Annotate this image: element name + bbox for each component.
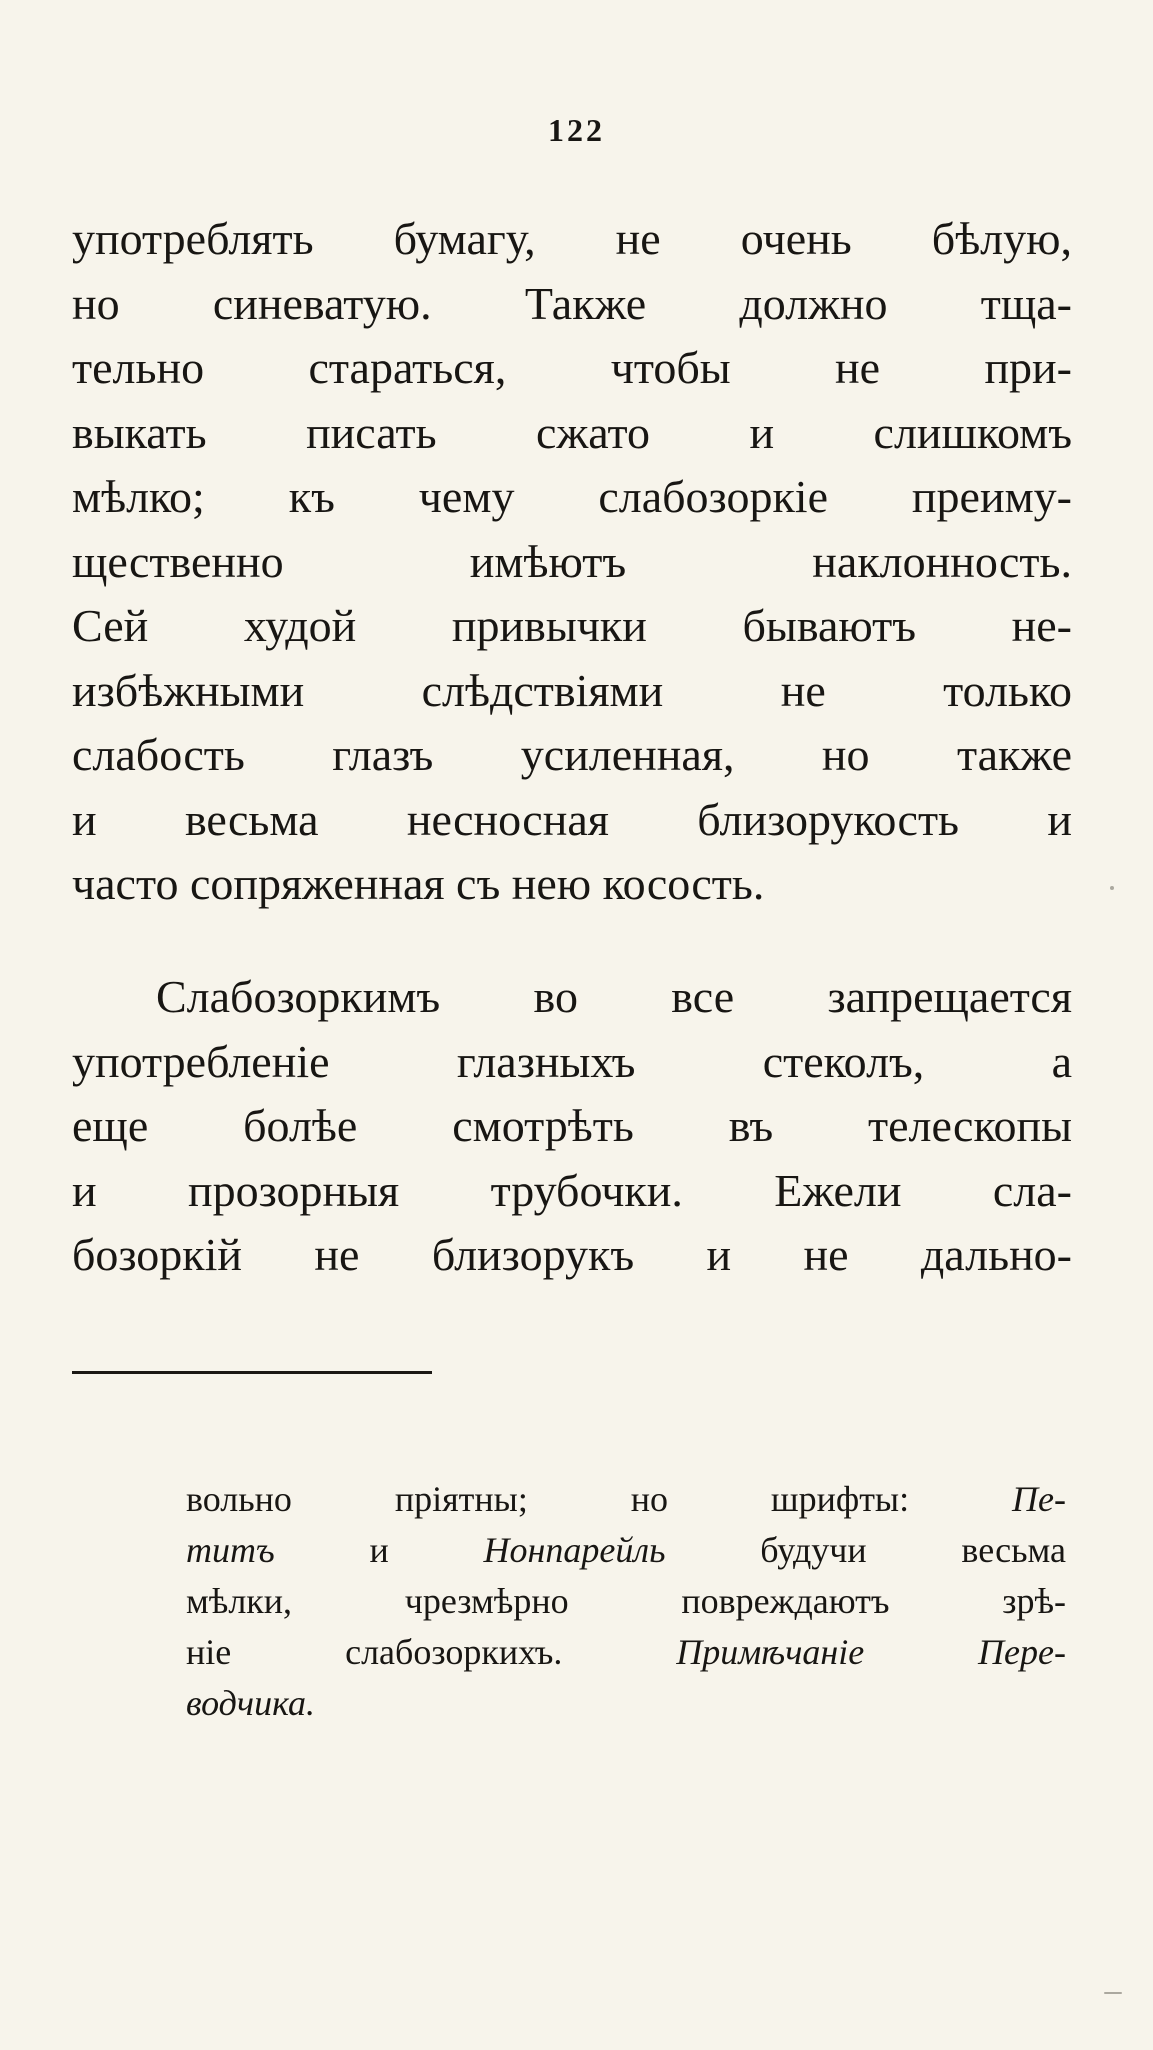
footnote-line xyxy=(186,1627,1066,1678)
paper-speck xyxy=(1104,1992,1122,1994)
footnote-text: вольно пріятны; но шрифты: xyxy=(186,1479,1013,1519)
footnote xyxy=(186,1474,1066,1729)
text-line: но синеватую. Также должно тща- xyxy=(72,277,1072,329)
footnote-line xyxy=(186,1678,1066,1729)
text-line: и прозорныя трубочки. Ежели сла- xyxy=(72,1164,1072,1216)
footnote-italic: титъ xyxy=(186,1530,275,1570)
footnote-italic: водчика. xyxy=(186,1683,316,1723)
footnote-line xyxy=(186,1576,1066,1627)
main-text-paragraph-1 xyxy=(72,207,1072,917)
footnote-italic: Примѣчаніе Пере- xyxy=(676,1632,1066,1672)
text-line: еще болѣе смотрѣть въ телескопы xyxy=(72,1100,1072,1151)
text-line: щественно имѣютъ наклонность. xyxy=(72,535,1072,587)
footnote-text: мѣлки, чрезмѣрно повреждаютъ зрѣ- xyxy=(186,1581,1066,1621)
footnote-line xyxy=(186,1525,1066,1576)
page-number: 122 xyxy=(548,112,605,148)
footnote-text: ніе слабозоркихъ. xyxy=(186,1632,677,1672)
text-line: употребленіе глазныхъ стеколъ, а xyxy=(72,1035,1072,1087)
text-line: Сей худой привычки бываютъ не- xyxy=(72,600,1072,651)
text-line: выкать писать сжато и слишкомъ xyxy=(72,406,1072,458)
footnote-italic: Нонпарейль xyxy=(483,1530,666,1570)
footnote-italic: Пе- xyxy=(1012,1479,1066,1519)
text-line: мѣлко; къ чему слабозоркіе преиму- xyxy=(72,471,1072,522)
text-line: бозоркій не близорукъ и не дально- xyxy=(72,1229,1072,1280)
text-line: часто сопряженная съ нею косость. xyxy=(72,858,765,909)
paper-speck xyxy=(1110,886,1114,890)
text-line: Слабозоркимъ во все запрещается xyxy=(156,971,1072,1022)
text-line: избѣжными слѣдствіями не только xyxy=(72,664,1072,716)
footnote-separator xyxy=(72,1371,432,1374)
text-line: и весьма несносная близорукость и xyxy=(72,793,1072,845)
text-line: слабость глазъ усиленная, но также xyxy=(72,729,1072,780)
footnote-line xyxy=(186,1474,1066,1525)
text-line: употреблять бумагу, не очень бѣлую, xyxy=(72,213,1072,264)
main-text-paragraph-2 xyxy=(72,965,1072,1288)
footnote-text: и xyxy=(274,1530,484,1570)
footnote-text: будучи весьма xyxy=(665,1530,1066,1570)
text-line: тельно стараться, чтобы не при- xyxy=(72,342,1072,393)
